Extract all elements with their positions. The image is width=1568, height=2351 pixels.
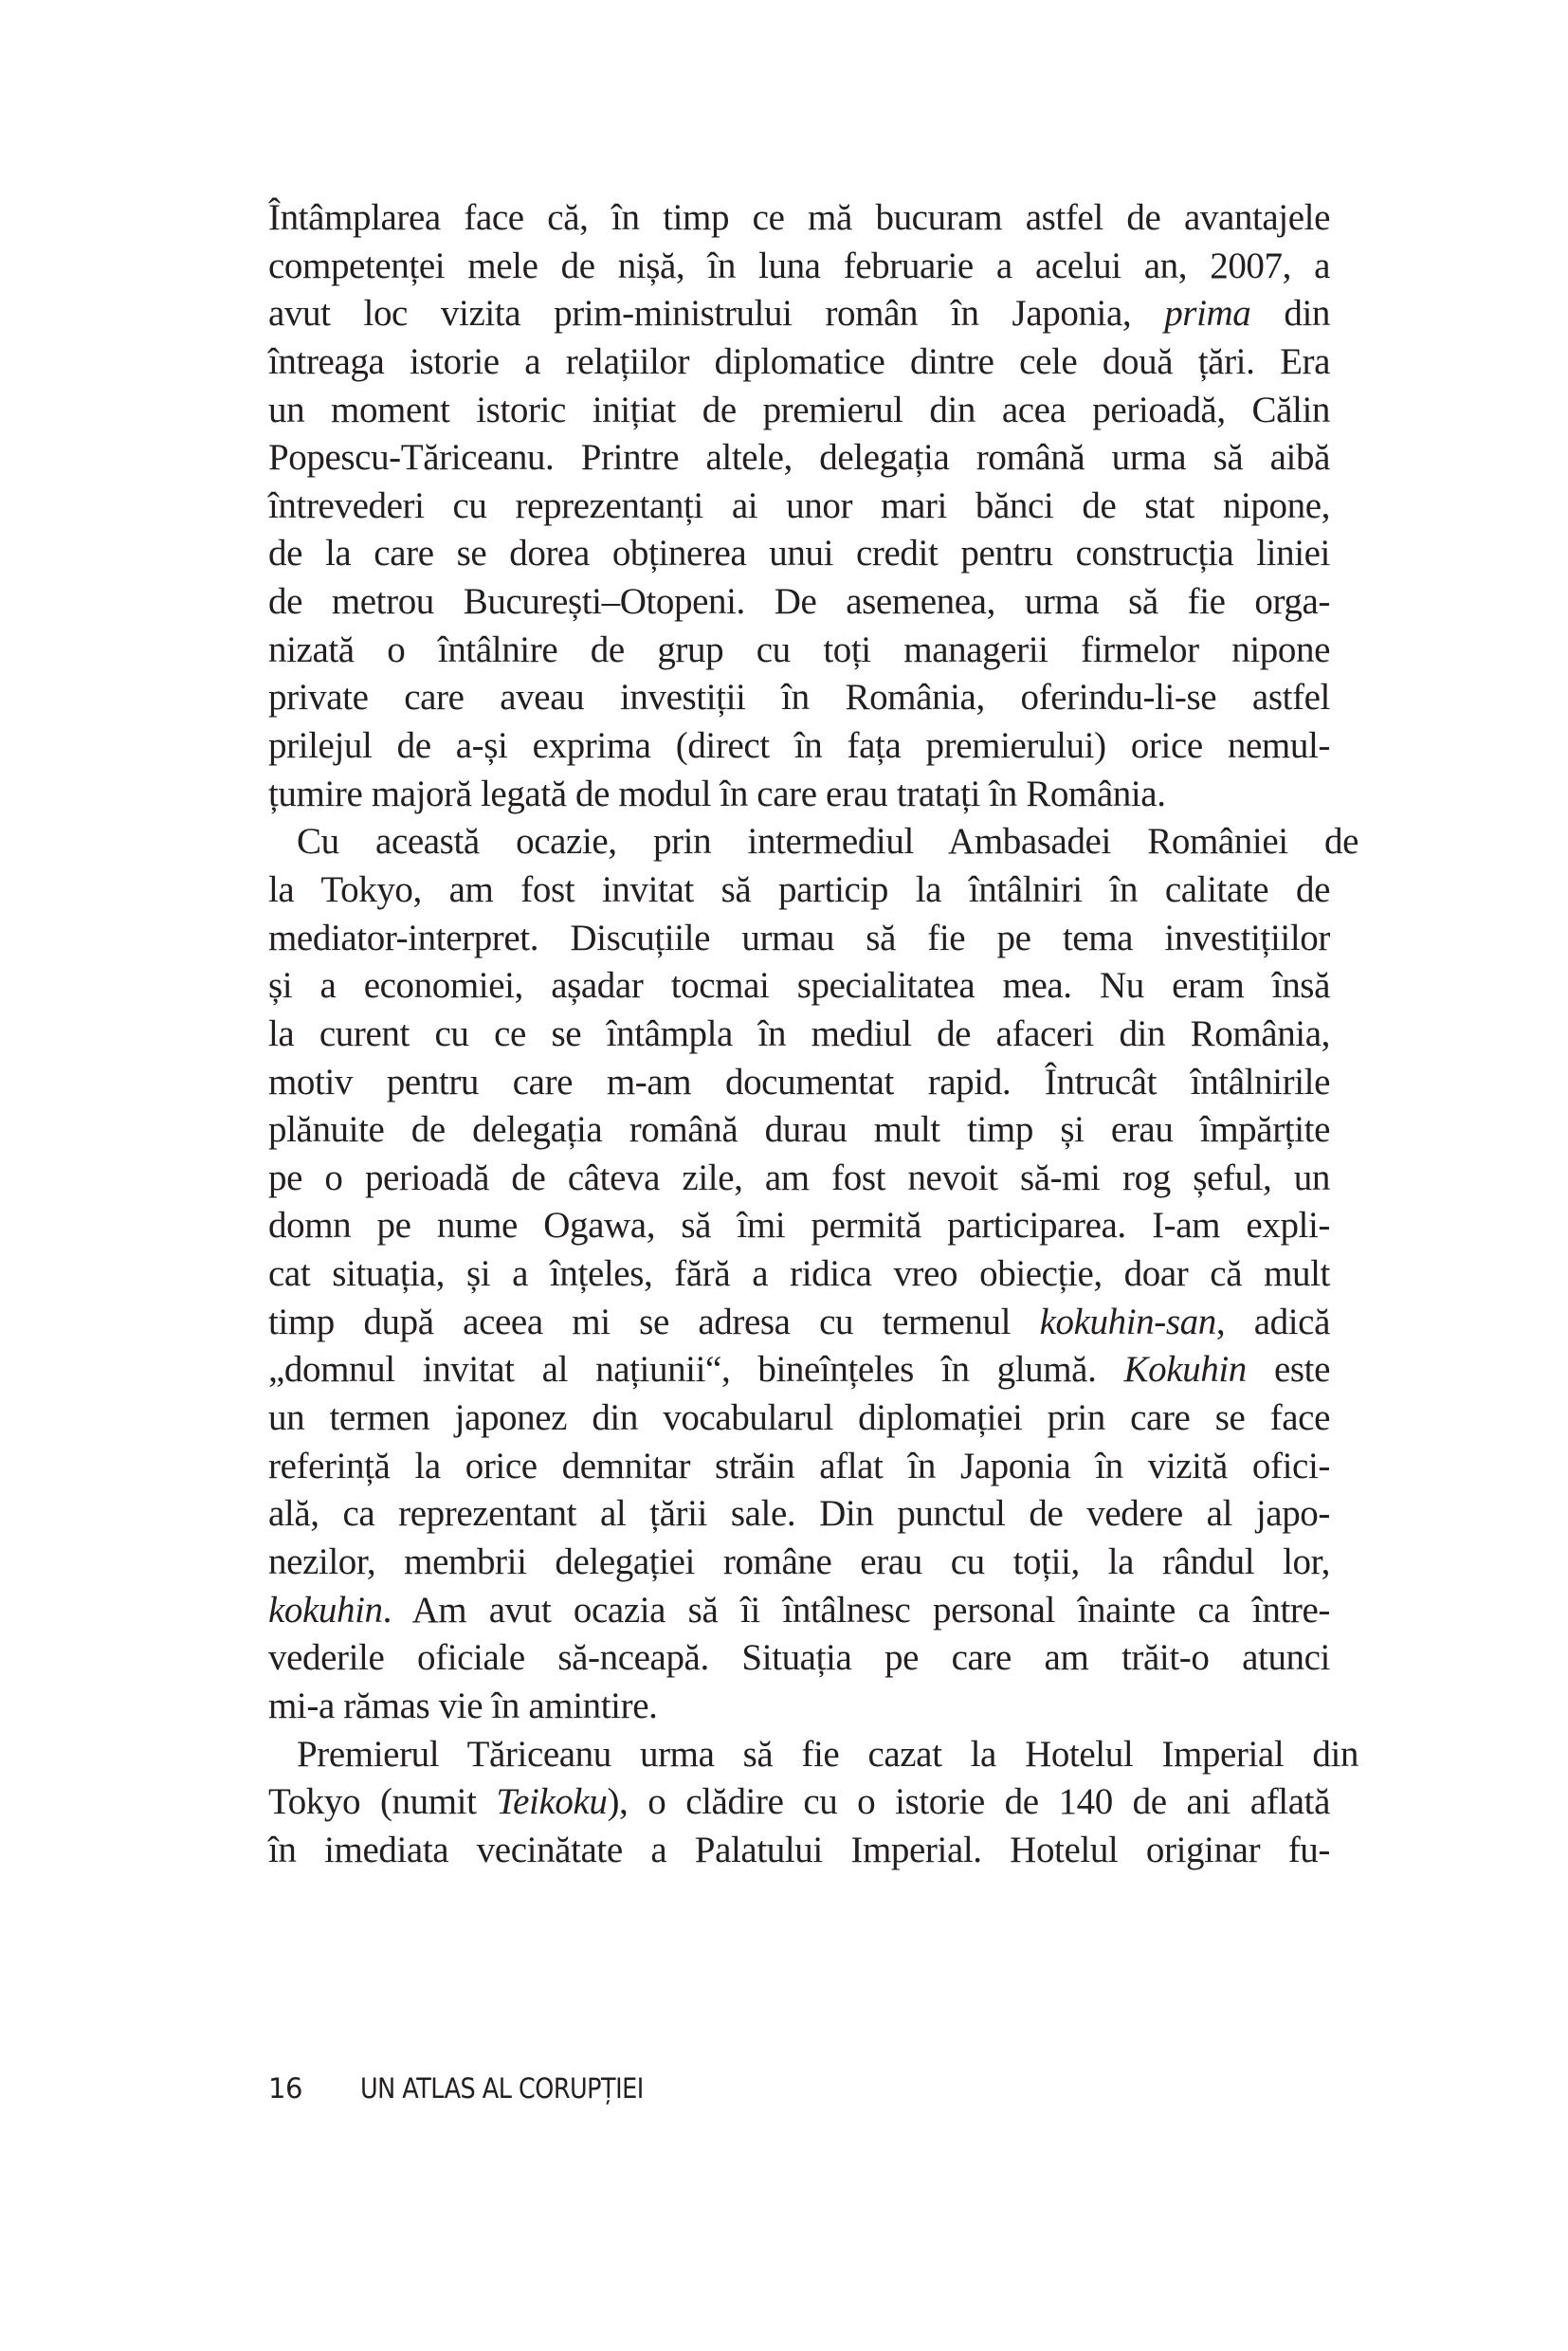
italic-term: prima xyxy=(1164,293,1251,335)
text-line xyxy=(268,338,1330,387)
text-run: plănuite de delegația română durau mult timp și erau împărțite xyxy=(268,1109,1330,1151)
text-line xyxy=(268,1443,1330,1491)
text-line xyxy=(268,1299,1330,1347)
paragraph xyxy=(268,194,1330,818)
page-number: 16 xyxy=(268,2072,302,2105)
text-line xyxy=(268,1106,1330,1155)
page-footer xyxy=(268,2069,682,2107)
text-run: timp după aceea mi se adresa cu termenul xyxy=(268,1301,1040,1342)
text-run: la curent cu ce se întâmpla în mediul de afaceri din România, xyxy=(268,1012,1330,1054)
text-run: nezilor, membrii delegației române erau cu toții, la rândul lor, xyxy=(268,1540,1330,1582)
text-line xyxy=(268,1059,1330,1107)
text-line xyxy=(268,1490,1330,1539)
paragraph xyxy=(268,818,1358,1730)
text-run: de metrou București–Otopeni. De asemenea, urma să fie orga- xyxy=(268,581,1330,623)
text-line xyxy=(268,771,1330,819)
text-run: întreaga istorie a relațiilor diplomatice dintre cele două țări. Era xyxy=(268,340,1330,382)
text-line xyxy=(268,818,1358,866)
text-line xyxy=(268,1731,1358,1779)
text-run: nizată o întâlnire de grup cu toți managerii firmelor nipone xyxy=(268,629,1330,670)
text-line xyxy=(268,1778,1330,1827)
text-run: întrevederi cu reprezentanți ai unor mari bănci de stat nipone, xyxy=(268,484,1330,526)
text-line xyxy=(268,434,1330,483)
text-line xyxy=(268,915,1330,963)
text-line xyxy=(268,483,1330,531)
text-run: motiv pentru care m-am documentat rapid. Întrucât întâlnirile xyxy=(268,1061,1330,1103)
text-line xyxy=(268,674,1330,722)
text-run: ), o clădire cu o istorie de 140 de ani aflată xyxy=(607,1781,1330,1823)
text-line xyxy=(268,1539,1330,1587)
text-run: Cu această ocazie, prin intermediul Ambasadei României de xyxy=(297,821,1358,863)
text-run: în imediata vecinătate a Palatului Imperial. Hotelul originar fu- xyxy=(268,1829,1330,1870)
text-run: din xyxy=(1250,293,1330,335)
text-line xyxy=(268,1155,1330,1203)
text-run: mediator-interpret. Discuțiile urmau să fie pe tema investițiilor xyxy=(268,917,1330,958)
text-line xyxy=(268,866,1330,915)
text-run: de la care se dorea obținerea unui credit pentru construcția liniei xyxy=(268,533,1330,574)
text-run: vederile oficiale să-nceapă. Situația pe care am trăit-o atunci xyxy=(268,1637,1330,1679)
text-run: avut loc vizita prim-ministrului român în Japonia, xyxy=(268,293,1165,335)
paragraph xyxy=(268,1731,1358,1875)
italic-term: Kokuhin xyxy=(1123,1349,1247,1391)
italic-term: kokuhin xyxy=(268,1589,383,1631)
text-run: referință la orice demnitar străin aflat în Japonia în vizită ofici- xyxy=(268,1445,1330,1486)
text-line xyxy=(268,962,1330,1011)
text-run: , adică xyxy=(1215,1301,1330,1342)
text-line xyxy=(268,1827,1330,1875)
text-run: private care aveau investiții în România, oferindu-li-se astfel xyxy=(268,677,1330,719)
text-line xyxy=(268,627,1330,675)
text-run: mi-a rămas vie în amintire. xyxy=(268,1685,658,1726)
text-line xyxy=(268,1346,1330,1394)
text-run: „domnul invitat al națiunii“, bineînțeles în glumă. xyxy=(268,1349,1124,1391)
text-line xyxy=(268,194,1330,243)
text-run: este xyxy=(1246,1349,1330,1391)
text-line xyxy=(268,722,1330,771)
text-line xyxy=(268,530,1330,578)
text-run: un moment istoric inițiat de premierul din acea perioadă, Călin xyxy=(268,389,1330,430)
text-run: Întâmplarea face că, în timp ce mă bucuram astfel de avantajele xyxy=(268,197,1330,238)
text-line xyxy=(268,1587,1330,1635)
text-line xyxy=(268,1250,1330,1299)
text-run: un termen japonez din vocabularul diplomației prin care se face xyxy=(268,1397,1330,1439)
text-run: Popescu-Tăriceanu. Printre altele, delegația română urma să aibă xyxy=(268,437,1330,479)
text-run: . Am avut ocazia să îi întâlnesc personal înainte ca între- xyxy=(382,1589,1330,1631)
text-run: și a economiei, așadar tocmai specialitatea mea. Nu eram însă xyxy=(268,965,1330,1007)
text-line xyxy=(268,1683,1330,1731)
italic-term: Teikoku xyxy=(496,1781,608,1823)
text-run: țumire majoră legată de modul în care erau tratați în România. xyxy=(268,773,1166,814)
italic-term: kokuhin-san xyxy=(1039,1301,1216,1342)
text-run: prilejul de a-și exprima (direct în fața premierului) orice nemul- xyxy=(268,725,1330,767)
text-line xyxy=(268,1634,1330,1683)
text-line xyxy=(268,387,1330,435)
text-line xyxy=(268,243,1330,291)
text-line xyxy=(268,1394,1330,1443)
text-line xyxy=(268,1202,1330,1250)
text-run: Premierul Tăriceanu urma să fie cazat la Hotelul Imperial din xyxy=(297,1733,1358,1775)
text-run: pe o perioadă de câteva zile, am fost nevoit să-mi rog șeful, un xyxy=(268,1157,1330,1198)
text-run: Tokyo (numit xyxy=(268,1781,497,1823)
running-title: UN ATLAS AL CORUPȚIEI xyxy=(360,2072,644,2105)
text-run: domn pe nume Ogawa, să îmi permită participarea. I-am expli- xyxy=(268,1205,1330,1247)
text-run: la Tokyo, am fost invitat să particip la întâlniri în calitate de xyxy=(268,868,1330,910)
text-run: competenței mele de nișă, în luna februarie a acelui an, 2007, a xyxy=(268,245,1330,286)
text-line xyxy=(268,578,1330,627)
text-line xyxy=(268,290,1330,338)
body-text xyxy=(268,194,1358,1874)
text-run: ală, ca reprezentant al țării sale. Din punctul de vedere al japo- xyxy=(268,1493,1330,1535)
text-run: cat situația, și a înțeles, fără a ridica vreo obiecție, doar că mult xyxy=(268,1253,1330,1295)
text-line xyxy=(268,1011,1330,1059)
